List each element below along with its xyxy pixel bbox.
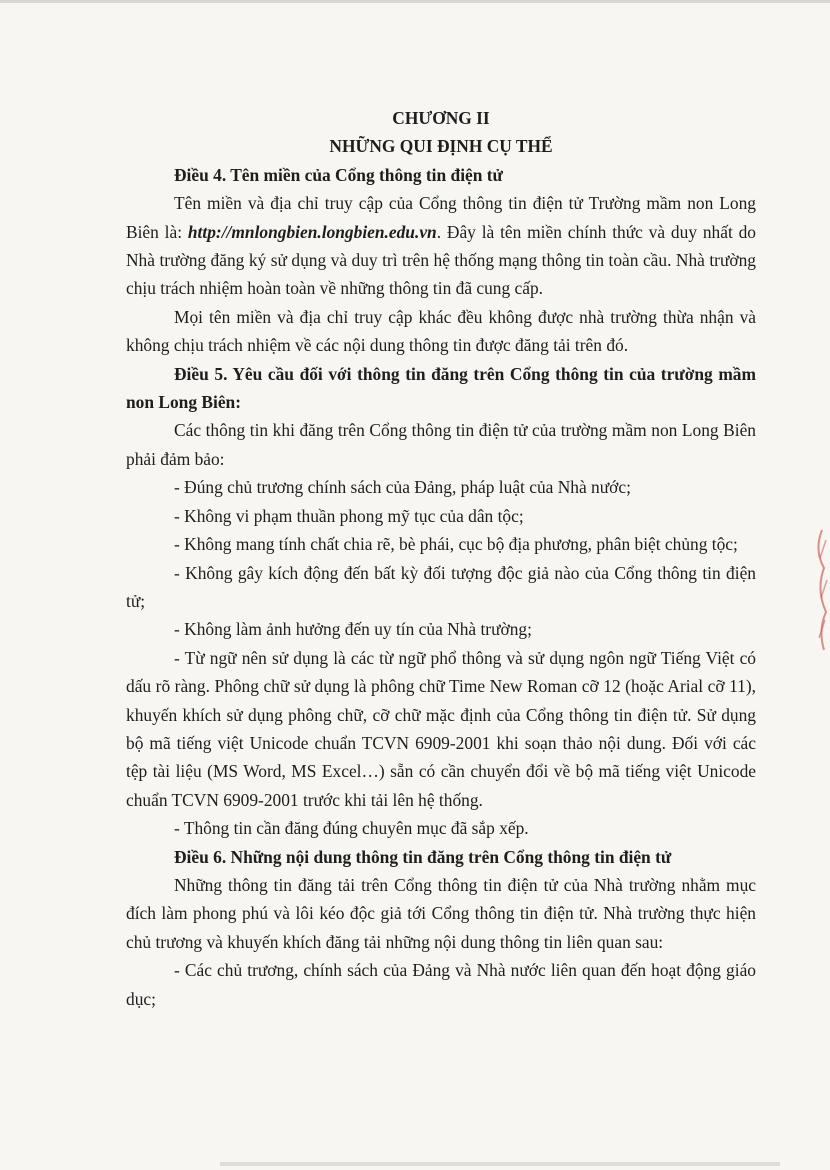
list-item: - Không gây kích động đến bất kỳ đối tượng độc giả nào của Cổng thông tin điện tử;: [126, 562, 756, 611]
list-item: - Không làm ảnh hưởng đến uy tín của Nhà trường;: [174, 619, 532, 640]
document-page: [126, 104, 756, 1013]
red-stamp-mark: [808, 520, 830, 660]
portal-url: http://mnlongbien.longbien.edu.vn: [187, 221, 437, 242]
article-4-text-post: . Đây là tên miền chính thức và duy nhất do Nhà trường đăng ký sử dụng và duy trì trên hệ thống mạng thông tin toàn cầu. Nhà trường chịu trách nhiệm hoàn toàn về những thông tin đã cung cấp.: [126, 221, 756, 299]
list-item: - Thông tin cần đăng đúng chuyên mục đã sắp xếp.: [174, 818, 529, 839]
chapter-title: NHỮNG QUI ĐỊNH CỤ THỂ: [329, 136, 553, 157]
list-item: - Không mang tính chất chia rẽ, bè phái, cục bộ địa phương, phân biệt chủng tộc;: [174, 534, 738, 555]
article-5-heading: Điều 5. Yêu cầu đối với thông tin đăng trên Cổng thông tin của trường mầm non Long Biên:: [126, 363, 756, 413]
list-item: - Không vi phạm thuần phong mỹ tục của dân tộc;: [174, 505, 524, 526]
article-4-paragraph-2: Mọi tên miền và địa chỉ truy cập khác đều không được nhà trường thừa nhận và không chịu trách nhiệm về các nội dung thông tin được đăng tải trên đó.: [126, 306, 756, 356]
article-6-heading: Điều 6. Những nội dung thông tin đăng trên Cổng thông tin điện tử: [174, 846, 672, 867]
list-item: - Từ ngữ nên sử dụng là các từ ngữ phổ thông và sử dụng ngôn ngữ Tiếng Việt có dấu rõ ràng. Phông chữ sử dụng là phông chữ Time New Roman cỡ 12 (hoặc Arial cỡ 11), khuyến khích sử dụng phông chữ, cỡ chữ mặc định của Cổng thông tin điện tử. Sử dụng bộ mã tiếng việt Unicode chuẩn TCVN 6909-2001 khi soạn thảo nội dung. Đối với các tệp tài liệu (MS Word, MS Excel…) sẵn có cần chuyển đổi về bộ mã tiếng việt Unicode chuẩn TCVN 6909-2001 trước khi tải lên hệ thống.: [126, 647, 756, 810]
list-item: - Các chủ trương, chính sách của Đảng và Nhà nước liên quan đến hoạt động giáo dục;: [126, 960, 756, 1009]
chapter-heading: CHƯƠNG II: [392, 108, 490, 128]
scan-bottom-edge: [0, 1160, 830, 1170]
list-item: - Đúng chủ trương chính sách của Đảng, pháp luật của Nhà nước;: [174, 477, 631, 498]
article-4-heading: Điều 4. Tên miền của Cổng thông tin điện tử: [174, 164, 503, 185]
article-6-paragraph-1: Những thông tin đăng tải trên Cổng thông tin điện tử của Nhà trường nhằm mục đích làm phong phú và lôi kéo độc giả tới Cổng thông tin điện tử. Nhà trường thực hiện chủ trương và khuyến khích đăng tải những nội dung thông tin liên quan sau:: [126, 874, 756, 952]
scan-top-edge: [0, 0, 830, 6]
article-5-intro: Các thông tin khi đăng trên Cổng thông tin điện tử của trường mầm non Long Biên phải đảm bảo:: [126, 420, 756, 469]
article-4-text-pre: Tên miền và địa chỉ truy cập của Cổng thông tin điện tử Trường mầm non Long Biên là:: [126, 193, 756, 242]
article-4-paragraph-1: [126, 189, 756, 303]
